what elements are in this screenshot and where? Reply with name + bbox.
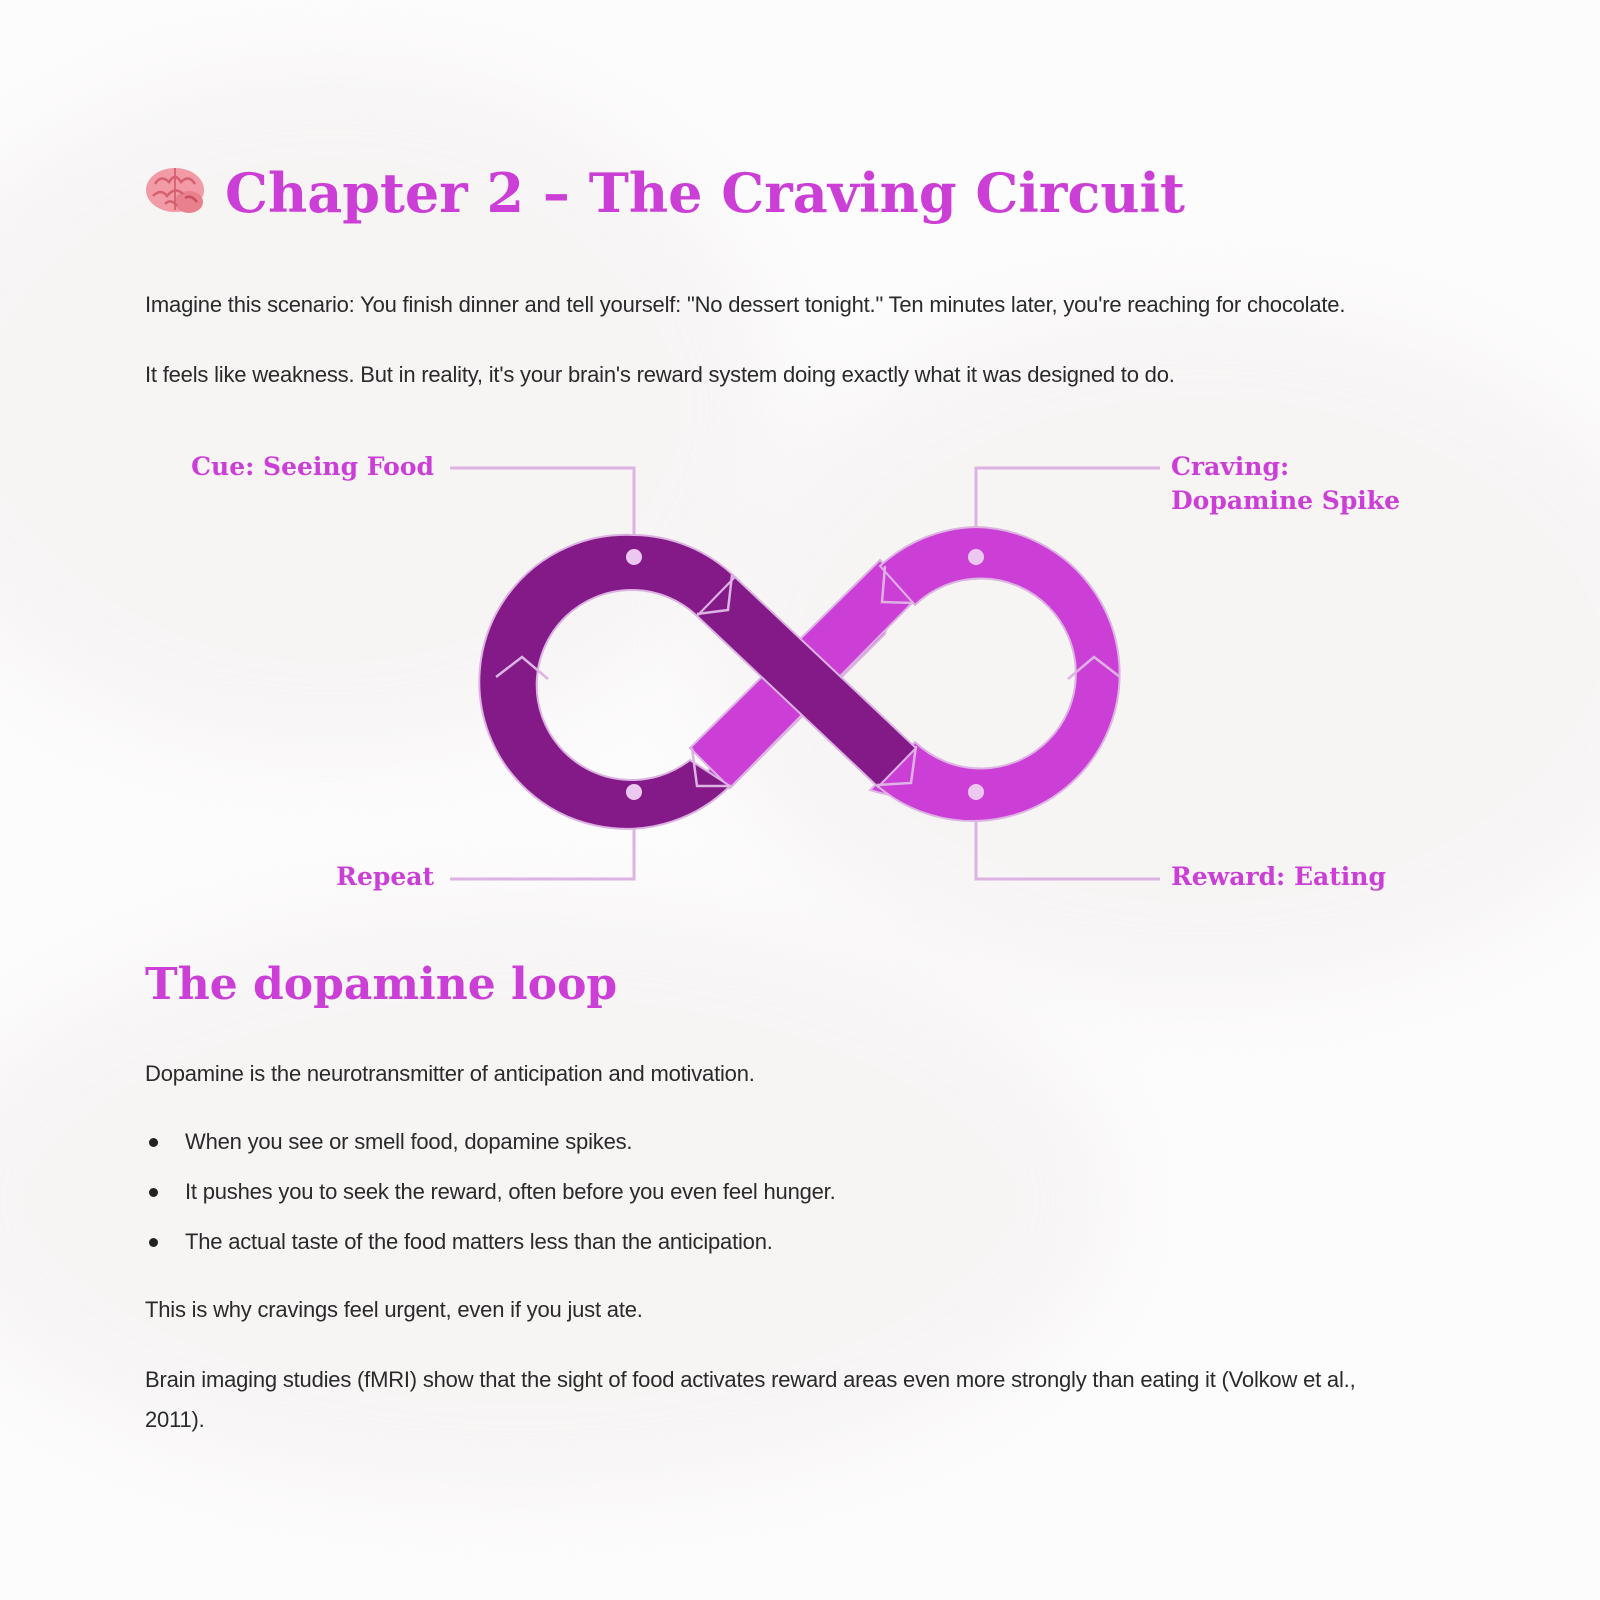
- label-craving-line1: Craving:: [1171, 452, 1290, 481]
- label-craving-line2: Dopamine Spike: [1171, 486, 1401, 515]
- brain-icon: [145, 164, 211, 218]
- section-title: The dopamine loop: [145, 959, 618, 1010]
- list-item: [145, 1172, 836, 1222]
- bullet-dot: [149, 1188, 158, 1197]
- bullet-dot: [149, 1238, 158, 1247]
- paragraph-urgency: This is why cravings feel urgent, even if you just ate.: [145, 1297, 643, 1322]
- paragraph-study-line1: Brain imaging studies (fMRI) show that the sight of food activates reward areas even more strongly than eating it (Volkow et al.,: [145, 1367, 1356, 1392]
- section-lead: Dopamine is the neurotransmitter of anticipation and motivation.: [145, 1061, 755, 1086]
- label-reward: Reward: Eating: [1171, 862, 1386, 891]
- chapter-page: [145, 0, 1455, 1600]
- paragraph-study-line2: 2011).: [145, 1407, 205, 1432]
- list-item-text: When you see or smell food, dopamine spikes.: [185, 1129, 633, 1154]
- list-item: [145, 1222, 836, 1272]
- chapter-title-text: Chapter 2 – The Craving Circuit: [225, 161, 1185, 225]
- chapter-title: [145, 158, 1185, 228]
- intro-paragraph-1: Imagine this scenario: You finish dinner and tell yourself: "No dessert tonight." Ten minutes later, you're reaching for chocolate.: [145, 292, 1346, 317]
- list-item: [145, 1122, 836, 1172]
- list-item-text: It pushes you to seek the reward, often before you even feel hunger.: [185, 1179, 836, 1204]
- bullet-list: [145, 1122, 836, 1272]
- label-cue: Cue: Seeing Food: [191, 452, 434, 481]
- intro-paragraph-2: It feels like weakness. But in reality, it's your brain's reward system doing exactly what it was designed to do.: [145, 362, 1175, 387]
- label-repeat: Repeat: [336, 862, 434, 891]
- list-item-text: The actual taste of the food matters less than the anticipation.: [185, 1229, 773, 1254]
- bullet-dot: [149, 1138, 158, 1147]
